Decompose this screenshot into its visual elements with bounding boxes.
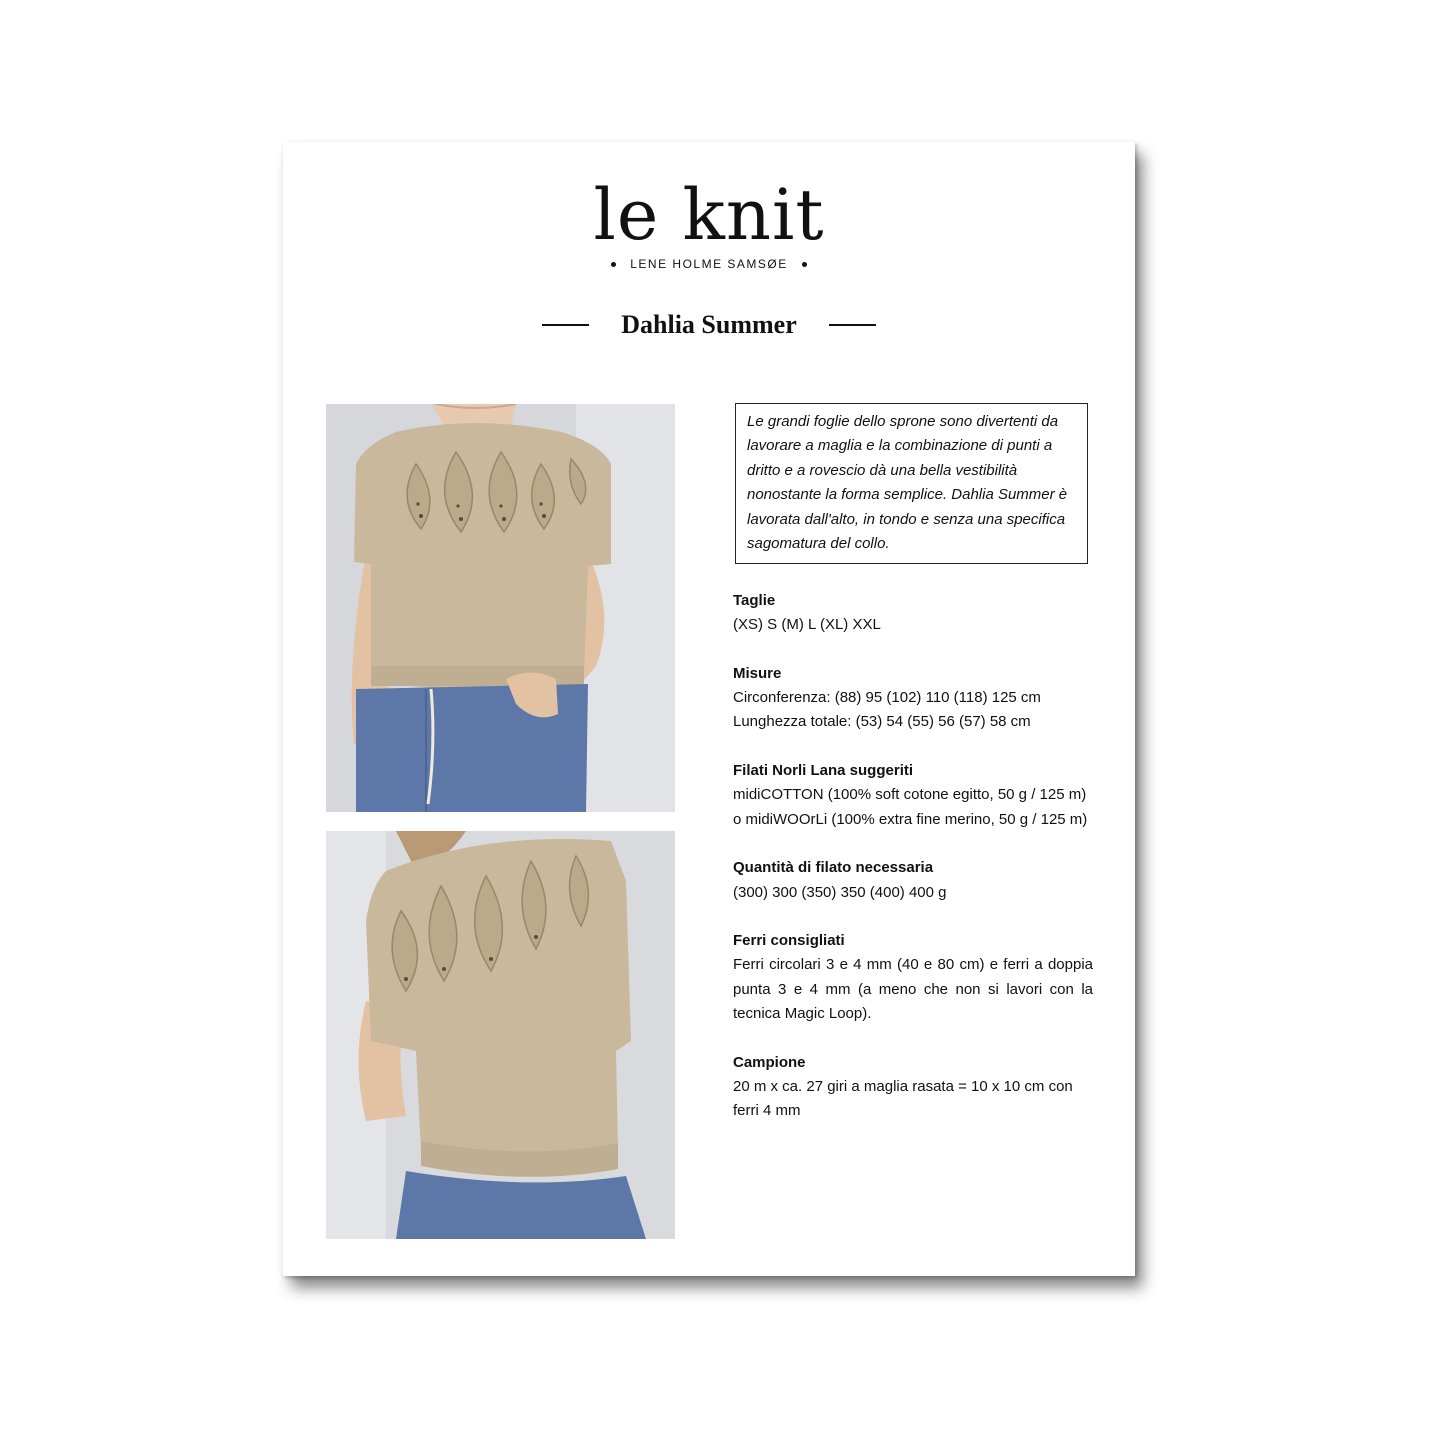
pattern-sheet	[283, 142, 1135, 1276]
spec-value: Lunghezza totale: (53) 54 (55) 56 (57) 58 cm	[733, 713, 1031, 731]
pattern-title: Dahlia Summer	[621, 310, 797, 339]
spec-label: Ferri consigliati	[733, 932, 845, 950]
spec-needles	[733, 929, 1093, 1026]
brand-logo: le knit	[593, 174, 825, 256]
dot-icon	[611, 262, 616, 267]
spec-label: Campione	[733, 1053, 806, 1071]
spec-sizes	[733, 589, 1093, 638]
spec-value: midiCOTTON (100% soft cotone egitto, 50 g / 125 m) o midiWOOrLi (100% extra fine merino, 50 g / 125 m)	[733, 786, 1088, 828]
brand-subtitle	[283, 257, 1135, 271]
spec-gauge	[733, 1051, 1093, 1124]
dot-icon	[802, 262, 807, 267]
spec-yarn	[733, 759, 1093, 832]
spec-label: Quantità di filato necessaria	[733, 859, 934, 877]
spec-label: Filati Norli Lana suggeriti	[733, 762, 914, 780]
spec-yarn-amount	[733, 856, 1093, 905]
photo-front-view	[326, 404, 675, 812]
title-rule-left	[542, 324, 589, 326]
intro-text-box: Le grandi foglie dello sprone sono divertenti da lavorare a maglia e la combinazione di punti a dritto e a rovescio dà una bella vestibilità nonostante la forma semplice. Dahlia Summer è lavorata dall'alto, in tondo e senza una specifica sagomatura del collo.	[735, 403, 1088, 564]
spec-measurements	[733, 662, 1093, 735]
spec-label: Misure	[733, 664, 782, 682]
designer-name: LENE HOLME SAMSØE	[630, 257, 788, 271]
spec-value: Circonferenza: (88) 95 (102) 110 (118) 125 cm	[733, 689, 1041, 707]
spec-value: 20 m x ca. 27 giri a maglia rasata = 10 x 10 cm con ferri 4 mm	[733, 1077, 1073, 1120]
spec-list	[733, 589, 1093, 1148]
spec-value: (XS) S (M) L (XL) XXL	[733, 616, 881, 634]
spec-label: Taglie	[733, 592, 776, 609]
title-row	[283, 310, 1135, 350]
photo-side-view	[326, 831, 675, 1239]
spec-value: Ferri circolari 3 e 4 mm (40 e 80 cm) e ferri a doppia punta 3 e 4 mm (a meno che non si lavori con la tecnica Magic Loop).	[733, 956, 1093, 1023]
spec-value: (300) 300 (350) 350 (400) 400 g	[733, 883, 947, 901]
title-rule-right	[829, 324, 876, 326]
